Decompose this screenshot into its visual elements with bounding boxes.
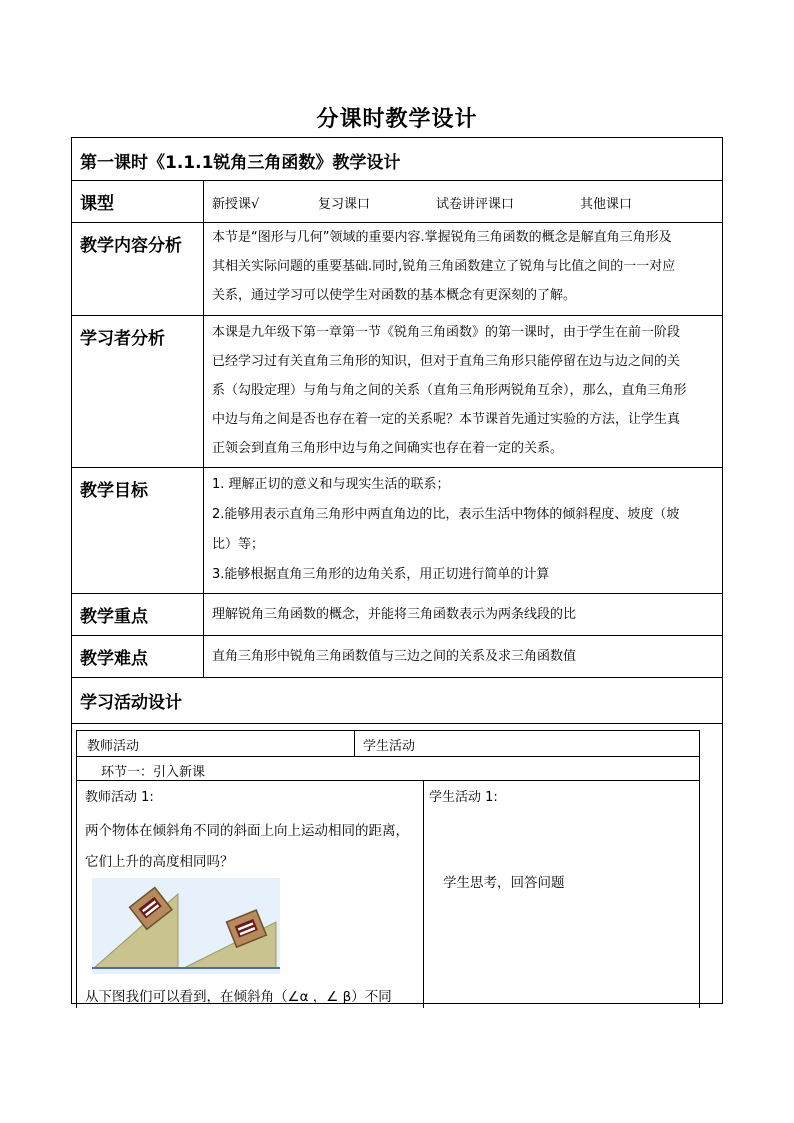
difficulties-label: 教学难点 [72, 636, 204, 678]
course-type-options [204, 181, 723, 223]
lesson-heading: 第一课时《1.1.1锐角三角函数》教学设计 [72, 138, 723, 181]
difficulties-text: 直角三角形中锐角三角函数值与三边之间的关系及求三角函数值 [204, 636, 723, 678]
course-type-other: 其他课口 [580, 197, 633, 212]
objective-line: 比）等； [212, 537, 265, 552]
incline-figure [92, 878, 280, 974]
course-type-exam-review: 试卷讲评课口 [436, 197, 515, 212]
course-type-new: 新授课√ [212, 197, 260, 212]
stage-1-label: 环节一：引入新课 [101, 765, 206, 780]
teacher-question-line-3: 从下图我们可以看到，在倾斜角（∠α ，∠ β）不同 [85, 989, 392, 1005]
page-title: 分课时教学设计 [316, 107, 478, 132]
learner-analysis-line: 系（勾股定理）与角与角之间的关系（直角三角形两锐角互余），那么，直角三角形 [212, 383, 687, 398]
learner-analysis-line: 中边与角之间是否也存在着一定的关系呢？本节课首先通过实验的方法，让学生真 [212, 412, 681, 427]
objective-line: 3.能够根据直角三角形的边角关系，用正切进行简单的计算 [212, 567, 550, 582]
learner-analysis-line: 已经学习过有关直角三角形的知识，但对于直角三角形只能停留在边与边之间的关 [212, 354, 681, 369]
content-analysis-line: 其相关实际问题的重要基础.同时,锐角三角函数建立了锐角与比值之间的一一对应 [212, 259, 676, 274]
objective-line: 1. 理解正切的意义和与现实生活的联系； [212, 477, 450, 492]
content-analysis-line: 关系，通过学习可以使学生对函数的基本概念有更深刻的了解。 [212, 288, 577, 303]
learner-analysis-line: 本课是九年级下第一章第一节《锐角三角函数》的第一课时，由于学生在前一阶段 [212, 325, 681, 340]
content-analysis-label: 教学内容分析 [72, 223, 204, 316]
teacher-question-line-2: 它们上升的高度相同吗？ [85, 854, 234, 870]
course-type-review: 复习课口 [318, 197, 371, 212]
key-points-text: 理解锐角三角函数的概念，并能将三角函数表示为两条线段的比 [204, 594, 723, 636]
objectives-text [204, 468, 723, 594]
learner-analysis-line: 正领会到直角三角形中边与角之间确实也存在着一定的关系。 [212, 441, 564, 456]
stage-row [76, 757, 700, 781]
inner-table-right-edge [699, 730, 700, 1008]
objectives-label: 教学目标 [72, 468, 204, 594]
activity-design-label: 学习活动设计 [72, 678, 723, 724]
activity-header-row [76, 730, 700, 757]
learner-analysis-label: 学习者分析 [72, 316, 204, 468]
content-analysis-line: 本节是“图形与几何”领域的重要内容.掌握锐角三角函数的概念是解直角三角形及 [212, 230, 672, 245]
activity-divider [423, 781, 424, 1008]
learner-analysis-text [204, 316, 723, 468]
student-answer: 学生思考，回答问题 [443, 875, 565, 891]
student-header: 学生活动 [363, 739, 416, 754]
teacher-header-cell [77, 731, 355, 756]
teacher-header: 教师活动 [87, 739, 140, 754]
key-points-label: 教学重点 [72, 594, 204, 636]
content-analysis-text [204, 223, 723, 316]
objective-line: 2.能够用表示直角三角形中两直角边的比，表示生活中物体的倾斜程度、坡度（坡 [212, 507, 680, 522]
teacher-question-line-1: 两个物体在倾斜角不同的斜面上向上运动相同的距离， [85, 823, 409, 839]
incline-illustration [92, 878, 280, 974]
teacher-activity-1-label: 教师活动 1: [85, 790, 154, 805]
course-type-label: 课型 [72, 181, 204, 223]
student-activity-1-label: 学生活动 1: [429, 790, 498, 805]
activity-1-row [76, 781, 700, 1008]
